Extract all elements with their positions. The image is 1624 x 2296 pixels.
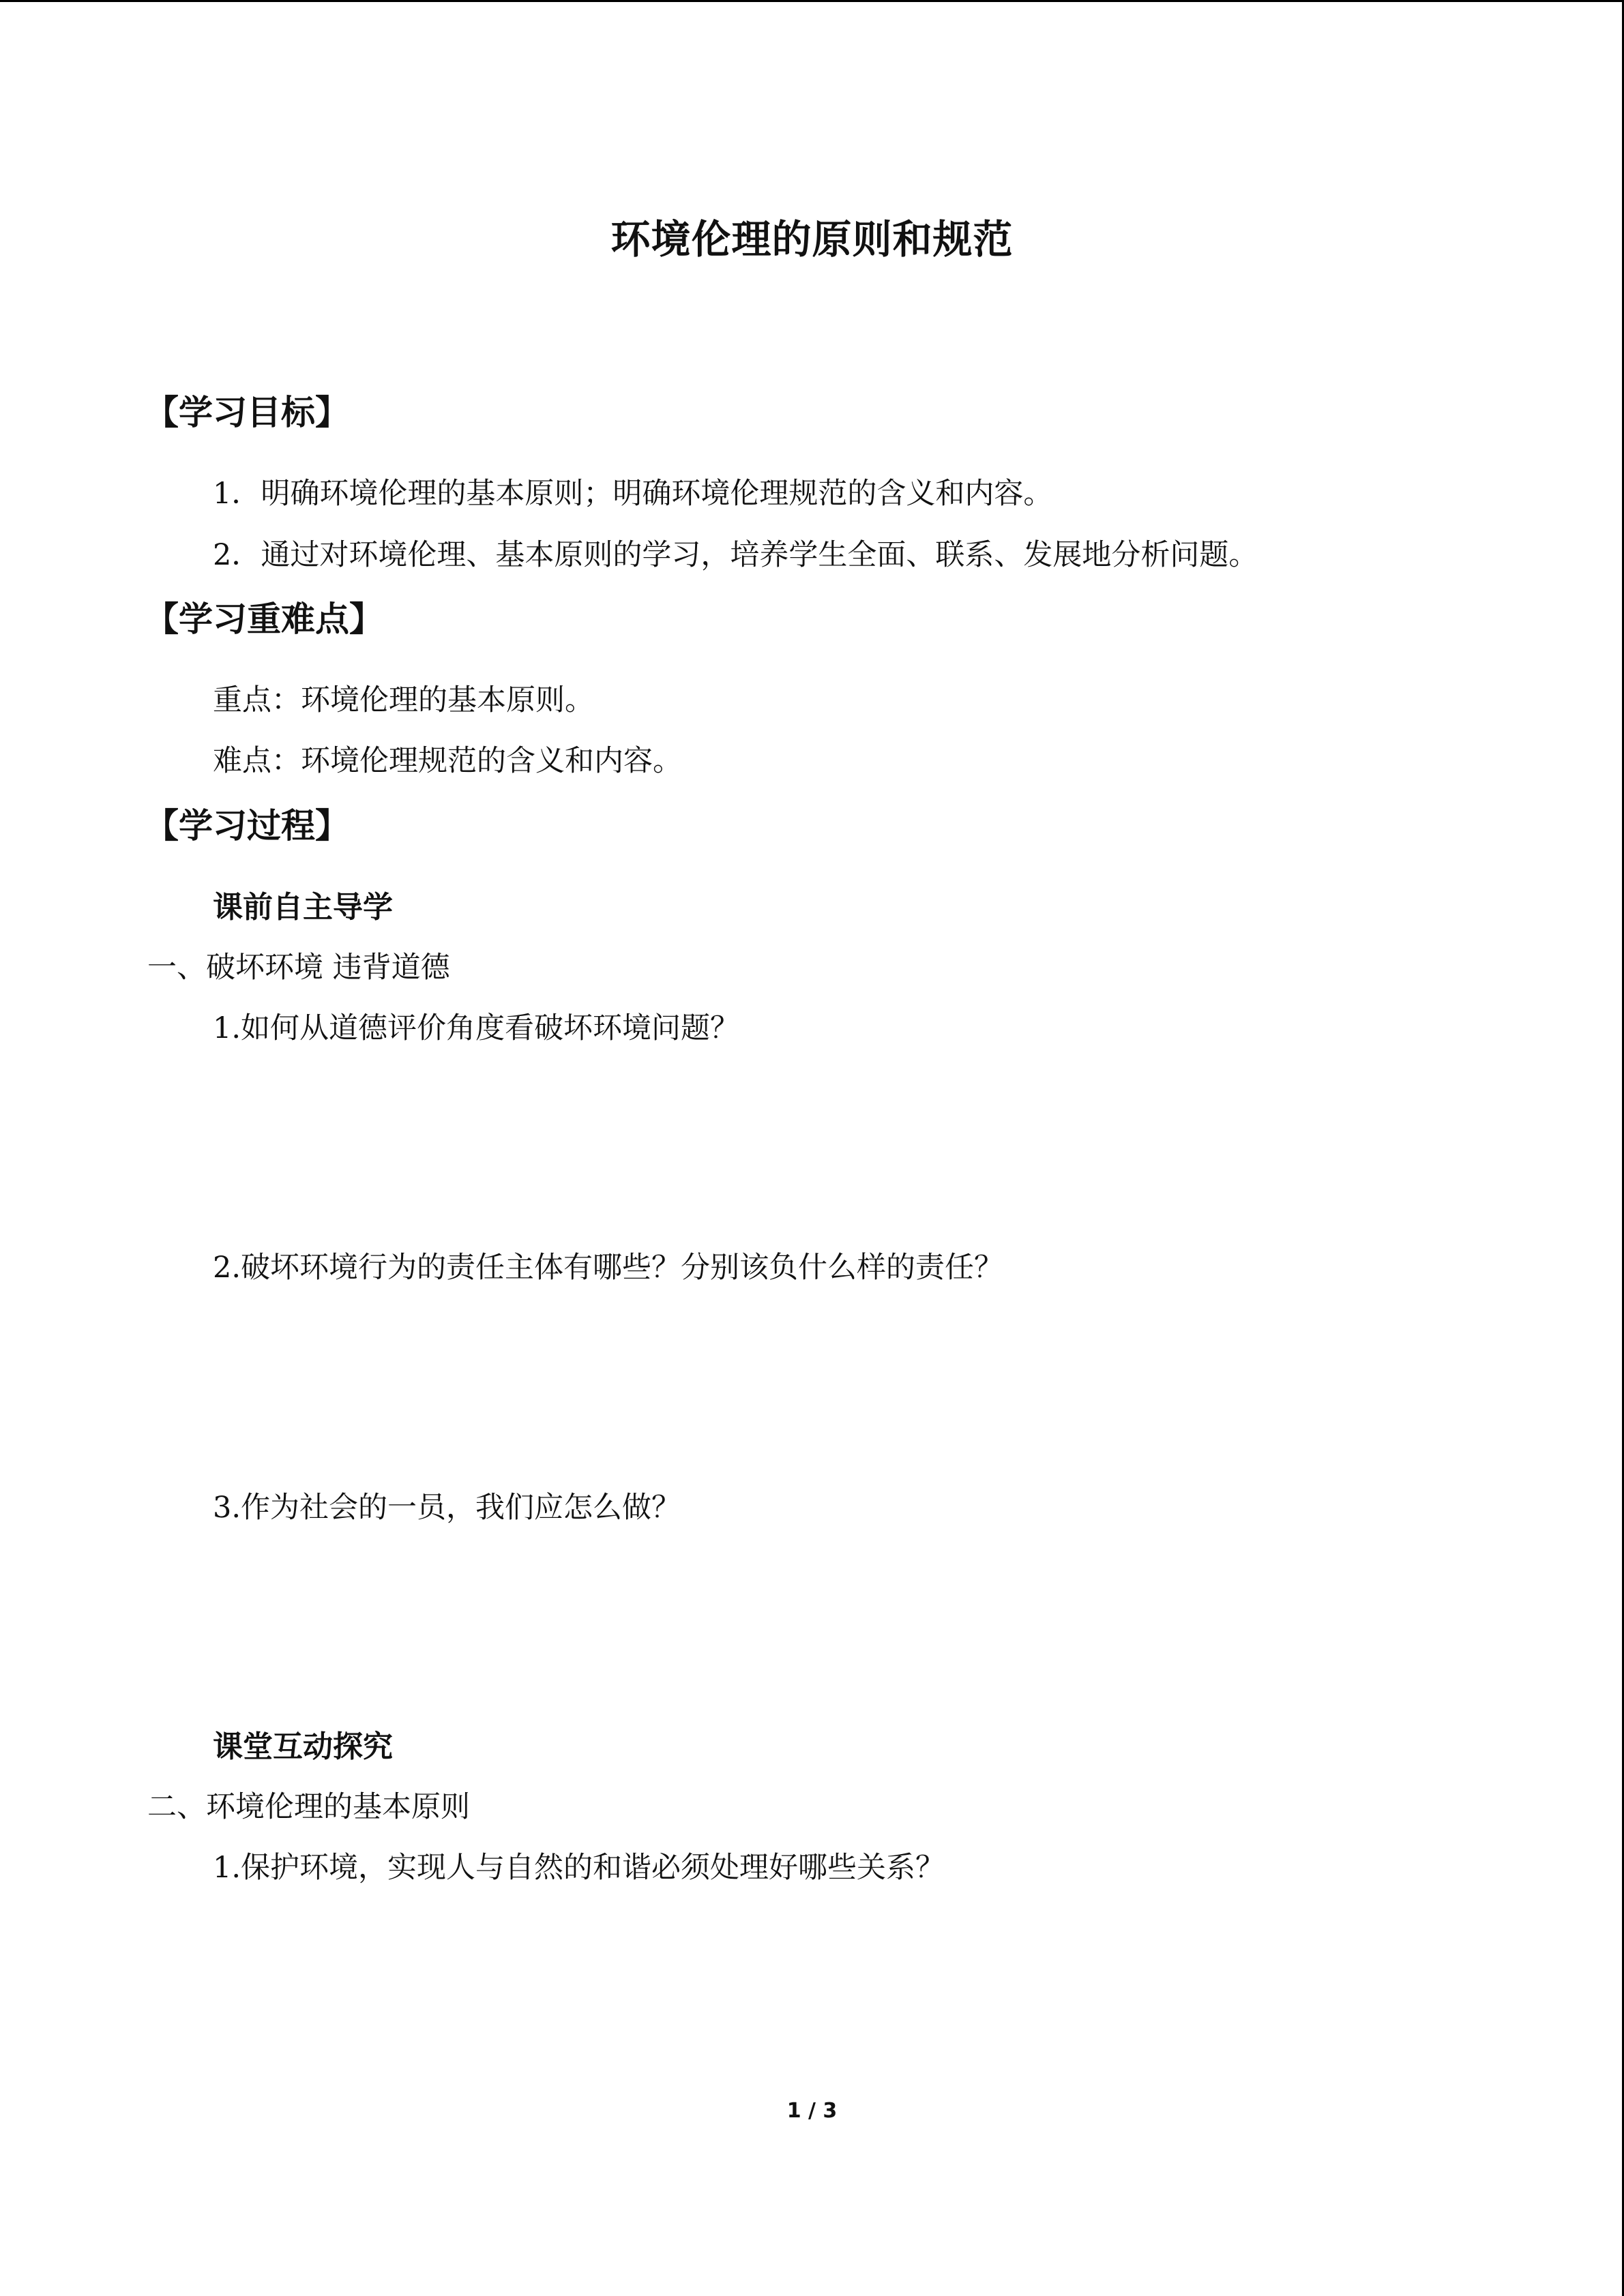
objective-item-2: 2．通过对环境伦理、基本原则的学习，培养学生全面、联系、发展地分析问题。 [213, 538, 1258, 572]
sub-heading-in-class: 课堂互动探究 [213, 1729, 393, 1764]
part-heading-one: 一、破坏环境 违背道德 [147, 951, 450, 985]
question-1-2: 2.破坏环境行为的责任主体有哪些？分别该负什么样的责任？ [213, 1251, 1004, 1285]
question-1-3: 3.作为社会的一员，我们应怎么做？ [213, 1491, 681, 1525]
document-title: 环境伦理的原则和规范 [610, 216, 1014, 263]
question-1-1: 1.如何从道德评价角度看破坏环境问题？ [213, 1011, 740, 1045]
sub-heading-pre-class: 课前自主导学 [213, 890, 393, 925]
page-number: 1 / 3 [786, 2099, 838, 2123]
question-2-1: 1.保护环境，实现人与自然的和谐必须处理好哪些关系？ [213, 1851, 945, 1885]
key-point-item: 重点：环境伦理的基本原则。 [213, 683, 594, 717]
part-heading-two: 二、环境伦理的基本原则 [147, 1790, 470, 1824]
objective-item-1: 1．明确环境伦理的基本原则；明确环境伦理规范的含义和内容。 [213, 477, 1053, 511]
section-heading-key-points: 【学习重难点】 [145, 599, 383, 639]
difficult-point-item: 难点：环境伦理规范的含义和内容。 [213, 744, 682, 778]
section-heading-process: 【学习过程】 [145, 806, 349, 846]
section-heading-objectives: 【学习目标】 [145, 393, 349, 432]
